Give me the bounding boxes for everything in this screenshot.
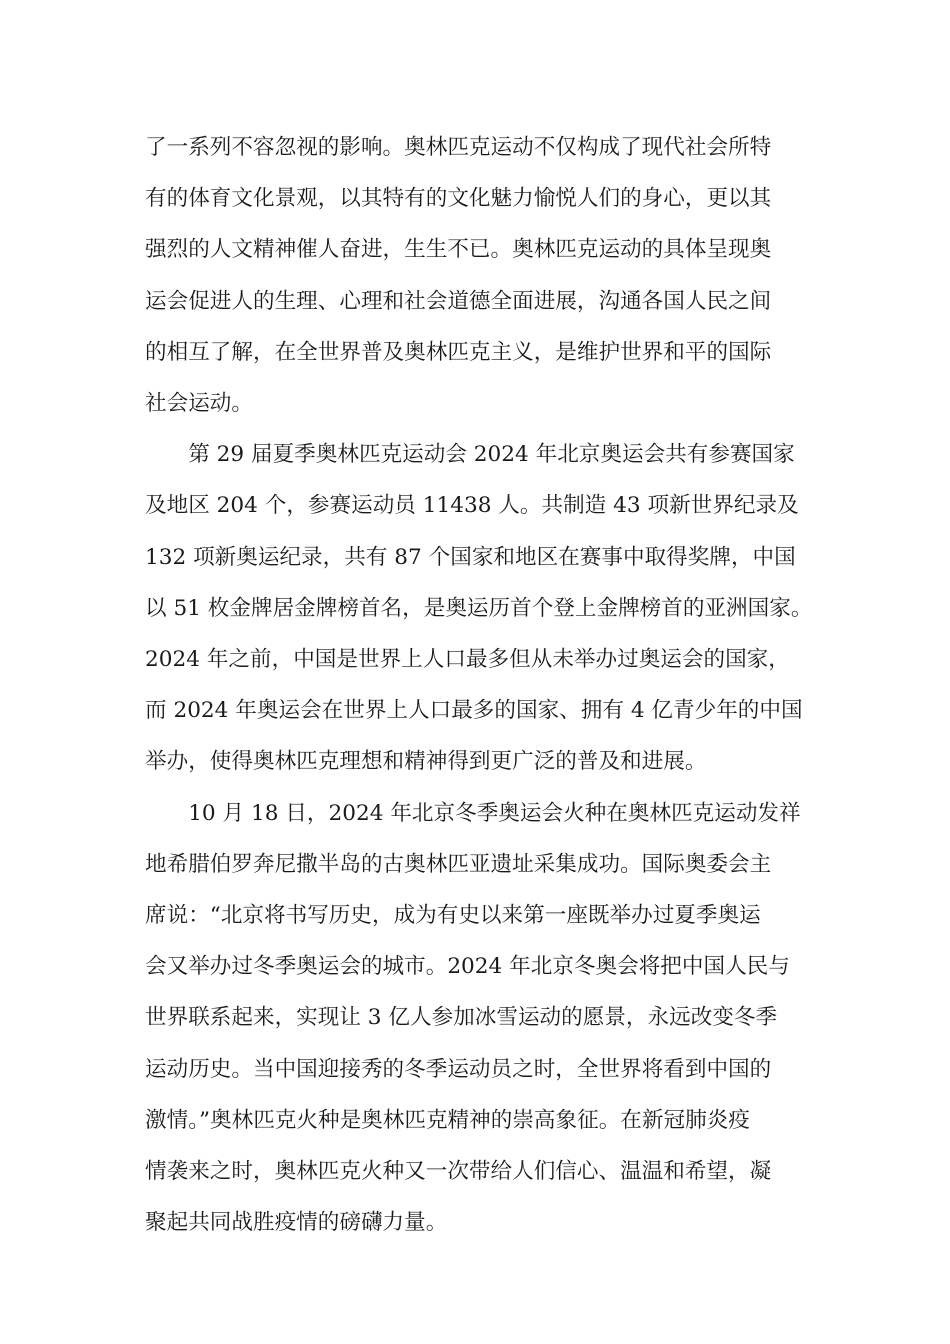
paragraph-2 bbox=[145, 429, 825, 787]
text-line: 世界联系起来，实现让 3 亿人参加冰雪运动的愿景，永远改变冬季 bbox=[145, 1005, 778, 1031]
text-line: 而 2024 年奥运会在世界上人口最多的国家、拥有 4 亿青少年的中国 bbox=[145, 698, 803, 724]
text-line: 132 项新奥运纪录，共有 87 个国家和地区在赛事中取得奖牌，中国 bbox=[145, 544, 796, 570]
text-line: 席说：“北京将书写历史，成为有史以来第一座既举办过夏季奥运 bbox=[145, 903, 761, 929]
text-line: 的相互了解，在全世界普及奥林匹克主义，是维护世界和平的国际 bbox=[145, 339, 772, 365]
body-text bbox=[145, 122, 825, 1248]
text-line: 强烈的人文精神催人奋进，生生不已。奥林匹克运动的具体呈现奥 bbox=[145, 237, 772, 263]
paragraph-1 bbox=[145, 122, 825, 429]
text-line: 运动历史。当中国迎接秀的冬季运动员之时，全世界将看到中国的 bbox=[145, 1056, 772, 1082]
text-line: 社会运动。 bbox=[145, 391, 253, 417]
text-line: 会又举办过冬季奥运会的城市。2024 年北京冬奥会将把中国人民与 bbox=[145, 954, 790, 980]
paragraph-3 bbox=[145, 788, 825, 1249]
text-line: 激情。”奥林匹克火种是奥林匹克精神的崇高象征。在新冠肺炎疫 bbox=[145, 1107, 750, 1133]
text-line: 第 29 届夏季奥林匹克运动会 2024 年北京奥运会共有参赛国家 bbox=[188, 442, 795, 468]
text-line: 聚起共同战胜疫情的磅礴力量。 bbox=[145, 1210, 448, 1236]
text-line: 有的体育文化景观，以其特有的文化魅力愉悦人们的身心，更以其 bbox=[145, 186, 772, 212]
text-line: 情袭来之时，奥林匹克火种又一次带给人们信心、温温和希望，凝 bbox=[145, 1159, 772, 1185]
text-line: 了一系列不容忽视的影响。奥林匹克运动不仅构成了现代社会所特 bbox=[145, 135, 772, 160]
text-line: 举办，使得奥林匹克理想和精神得到更广泛的普及和进展。 bbox=[145, 749, 707, 775]
text-line: 运会促进人的生理、心理和社会道德全面进展，沟通各国人民之间 bbox=[145, 288, 772, 314]
text-line: 地希腊伯罗奔尼撒半岛的古奥林匹亚遗址采集成功。国际奥委会主 bbox=[145, 851, 772, 877]
text-line: 及地区 204 个，参赛运动员 11438 人。共制造 43 项新世界纪录及 bbox=[145, 493, 799, 519]
text-line: 2024 年之前，中国是世界上人口最多但从未举办过奥运会的国家， bbox=[145, 647, 790, 673]
text-line: 以 51 枚金牌居金牌榜首名，是奥运历首个登上金牌榜首的亚洲国家。 bbox=[145, 595, 813, 621]
text-line: 10 月 18 日，2024 年北京冬季奥运会火种在奥林匹克运动发祥 bbox=[188, 800, 801, 826]
